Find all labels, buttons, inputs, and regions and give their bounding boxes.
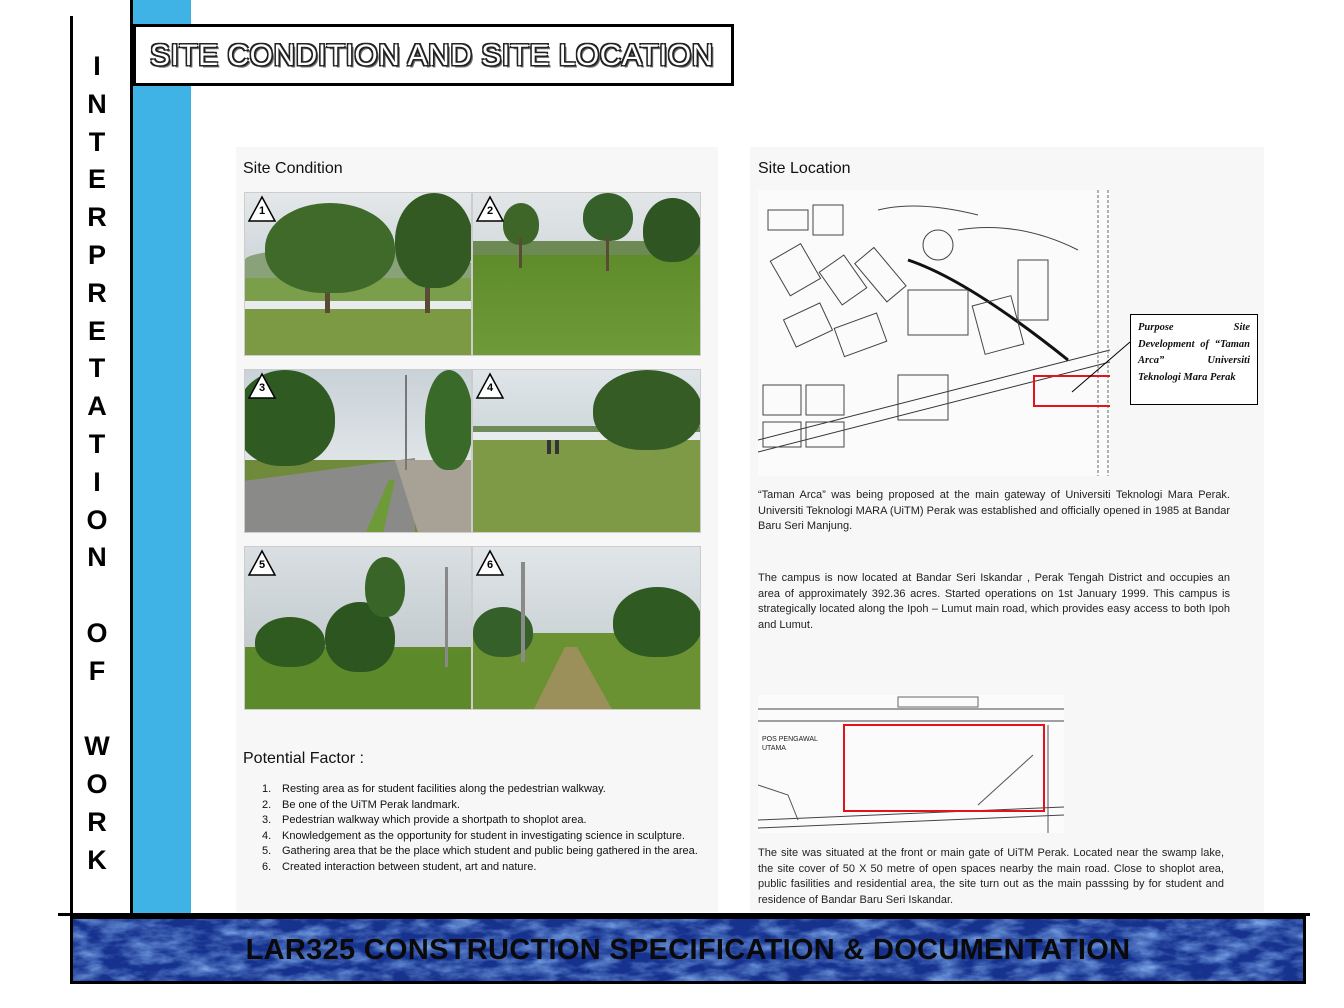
vertical-title-letter: O xyxy=(86,769,108,800)
potential-factor-number: 4. xyxy=(262,829,272,842)
potential-factor-number: 2. xyxy=(262,798,272,811)
site-photo-1 xyxy=(244,192,472,356)
photo-number-badge: 6 xyxy=(475,549,505,577)
vertical-title-letter: P xyxy=(87,239,106,270)
potential-factor-number: 5. xyxy=(262,845,272,857)
page-header xyxy=(133,24,734,86)
site-detail-map xyxy=(758,695,1064,833)
potential-factor-title: Potential Factor : xyxy=(243,750,364,767)
site-location-title: Site Location xyxy=(758,160,851,177)
site-condition-title: Site Condition xyxy=(243,160,343,177)
vertical-title-letter: R xyxy=(87,806,107,837)
site-photo-5 xyxy=(244,546,472,710)
site-photo-3 xyxy=(244,369,472,533)
vertical-title-letter: T xyxy=(88,126,106,157)
photo-number-badge: 4 xyxy=(475,372,505,400)
callout-leader-line xyxy=(1070,340,1132,394)
vertical-title-letter: N xyxy=(87,542,107,573)
vertical-title-letter: R xyxy=(87,277,107,308)
potential-factor-item xyxy=(262,798,712,814)
potential-factor-text: Created interaction between student, art and nature. xyxy=(282,860,537,873)
guard-post-label: POS PENGAWAL UTAMA xyxy=(762,736,818,752)
vertical-title-letter: R xyxy=(87,202,107,233)
vertical-title-letter: W xyxy=(84,731,110,762)
potential-factor-item xyxy=(262,782,712,798)
potential-factor-item xyxy=(262,813,712,829)
vertical-title-letter: N xyxy=(87,88,107,119)
site-location-paragraph-2: The campus is now located at Bandar Seri Iskandar , Perak Tengah District and occupies an area of approximately 392.36 acres. Started operations on 1st January 1999. This campus is strategically located along the Ipoh – Lumut main road, which provides easy access to both Ipoh and Lumut. xyxy=(758,572,1230,631)
vertical-title xyxy=(72,48,122,880)
page-title: SITE CONDITION AND SITE LOCATION xyxy=(150,39,714,72)
potential-factor-text: Knowledgement as the opportunity for student in investigating science in sculpture. xyxy=(282,829,685,842)
potential-factor-text: Resting area as for student facilities along the pedestrian walkway. xyxy=(282,783,606,795)
page-footer xyxy=(70,916,1306,984)
photo-number-badge: 5 xyxy=(247,549,277,577)
site-photo-6 xyxy=(472,546,701,710)
accent-blue-bar xyxy=(133,0,191,916)
site-location-paragraph-3: The site was situated at the front or main gate of UiTM Perak. Located near the swamp lake, the site cover of 50 X 50 metre of open spaces nearby the main road. Close to shoplot area, public fasilities and residential area, the site turn out as the main passsing by for student and residence of Bandar Baru Seri Iskandar. xyxy=(758,847,1224,906)
campus-map xyxy=(758,190,1110,476)
vertical-title-letter: I xyxy=(93,466,101,497)
potential-factor-number: 6. xyxy=(262,860,272,873)
potential-factor-number: 3. xyxy=(262,814,272,826)
vertical-title-letter: O xyxy=(86,617,108,648)
vertical-title-letter: T xyxy=(88,428,106,459)
vertical-title-letter: O xyxy=(86,504,108,535)
site-location-paragraph-1: “Taman Arca” was being proposed at the main gateway of Universiti Teknologi Mara Perak. Universiti Teknologi MARA (UiTM) Perak was established and officially opened in 1985 at Bandar Baru Seri Manjung. xyxy=(758,489,1230,532)
potential-factor-number: 1. xyxy=(262,783,272,795)
potential-factor-text: Gathering area that be the place which student and public being gathered in the area. xyxy=(282,845,698,857)
site-photo-2 xyxy=(472,192,701,356)
vertical-title-letter xyxy=(72,691,122,729)
vertical-title-letter: I xyxy=(93,51,101,81)
site-purpose-callout: Purpose Site Development of “Taman Arca” Universiti Teknologi Mara Perak xyxy=(1130,314,1258,405)
vertical-title-letter: E xyxy=(87,164,106,195)
site-photo-4 xyxy=(472,369,701,533)
potential-factor-item xyxy=(262,829,712,845)
vertical-title-letter: A xyxy=(87,391,107,422)
photo-number-badge: 3 xyxy=(247,372,277,400)
vertical-title-letter: E xyxy=(87,315,106,346)
potential-factor-text: Pedestrian walkway which provide a shortpath to shoplot area. xyxy=(282,814,587,826)
potential-factor-list xyxy=(262,782,712,875)
photo-number-badge: 2 xyxy=(475,195,505,223)
vertical-title-letter xyxy=(72,577,122,615)
potential-factor-text: Be one of the UiTM Perak landmark. xyxy=(282,798,460,811)
footer-title: LAR325 CONSTRUCTION SPECIFICATION & DOCUMENTATION xyxy=(245,934,1131,966)
vertical-title-letter: F xyxy=(88,655,106,686)
photo-number-badge: 1 xyxy=(247,195,277,223)
potential-factor-item xyxy=(262,844,712,860)
vertical-title-letter: K xyxy=(87,844,107,875)
potential-factor-item xyxy=(262,860,712,876)
vertical-title-letter: T xyxy=(88,353,106,384)
